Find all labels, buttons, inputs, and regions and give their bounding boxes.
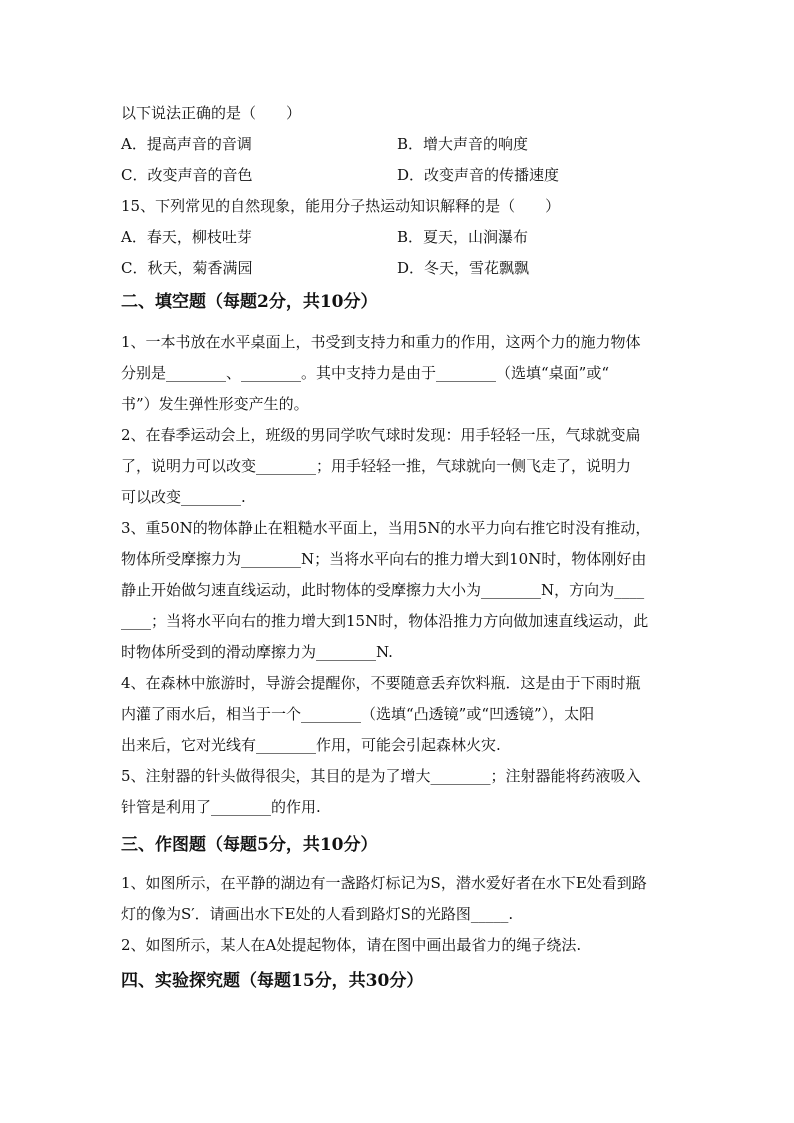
s2-q5-line2: 针管是利用了________的作用. [121, 798, 321, 816]
s2-q4-line2: 内灌了雨水后，相当于一个________（选填“凸透镜”或“凹透镜”），太阳 [121, 705, 595, 723]
section4-heading: 四、实验探究题（每题15分，共30分） [121, 971, 424, 991]
s3-q1-line1: 1、如图所示，在平静的湖边有一盏路灯标记为S，潜水爱好者在水下E处看到路 [121, 874, 647, 892]
q14-option-a: A．提高声音的音调 [121, 135, 252, 153]
s2-q2-line1: 2、在春季运动会上，班级的男同学吹气球时发现：用手轻轻一压，气球就变扁 [121, 426, 641, 444]
s2-q1-line3: 书”）发生弹性形变产生的。 [121, 395, 309, 413]
q14-option-b: B．增大声音的响度 [397, 135, 529, 153]
q14-option-c: C．改变声音的音色 [121, 166, 253, 184]
s2-q3-line2: 物体所受摩擦力为________N；当将水平向右的推力增大到10N时，物体刚好由 [121, 550, 647, 568]
s2-q4-line3: 出来后，它对光线有________作用，可能会引起森林火灾. [121, 736, 501, 754]
s2-q1-line2: 分别是________、________。其中支持力是由于________（选填“桌面”或“ [121, 364, 610, 382]
q15-option-a: A．春天，柳枝吐芽 [121, 228, 252, 246]
q15-option-d: D．冬天，雪花飘飘 [397, 259, 530, 277]
s2-q4-line1: 4、在森林中旅游时，导游会提醒你，不要随意丢弃饮料瓶．这是由于下雨时瓶 [121, 674, 641, 692]
s2-q3-line3: 静止开始做匀速直线运动，此时物体的受摩擦力大小为________N，方向为____ [121, 581, 645, 599]
s2-q3-line4: ____；当将水平向右的推力增大到15N时，物体沿推力方向做加速直线运动，此 [121, 612, 649, 630]
s2-q3-line1: 3、重50N的物体静止在粗糙水平面上，当用5N的水平力向右推它时没有推动， [121, 519, 651, 537]
q15-stem: 15、下列常见的自然现象，能用分子热运动知识解释的是（ ） [121, 197, 561, 215]
s2-q3-line5: 时物体所受到的滑动摩擦力为________N. [121, 643, 393, 661]
q14-option-d: D．改变声音的传播速度 [397, 166, 560, 184]
s2-q5-line1: 5、注射器的针头做得很尖，其目的是为了增大________；注射器能将药液吸入 [121, 767, 641, 785]
s3-q2-line1: 2、如图所示，某人在A处提起物体，请在图中画出最省力的绳子绕法. [121, 936, 582, 954]
q15-option-b: B．夏天，山涧瀑布 [397, 228, 529, 246]
section2-heading: 二、填空题（每题2分，共10分） [121, 292, 378, 312]
q14-stem-tail: 以下说法正确的是（ ） [121, 104, 302, 122]
s3-q1-line2: 灯的像为S′．请画出水下E处的人看到路灯S的光路图_____. [121, 905, 514, 923]
s2-q1-line1: 1、一本书放在水平桌面上，书受到支持力和重力的作用，这两个力的施力物体 [121, 333, 641, 351]
s2-q2-line2: 了，说明力可以改变________；用手轻轻一推，气球就向一侧飞走了，说明力 [121, 457, 632, 475]
q15-option-c: C．秋天，菊香满园 [121, 259, 253, 277]
s2-q2-line3: 可以改变________. [121, 488, 246, 506]
section3-heading: 三、作图题（每题5分，共10分） [121, 835, 378, 855]
